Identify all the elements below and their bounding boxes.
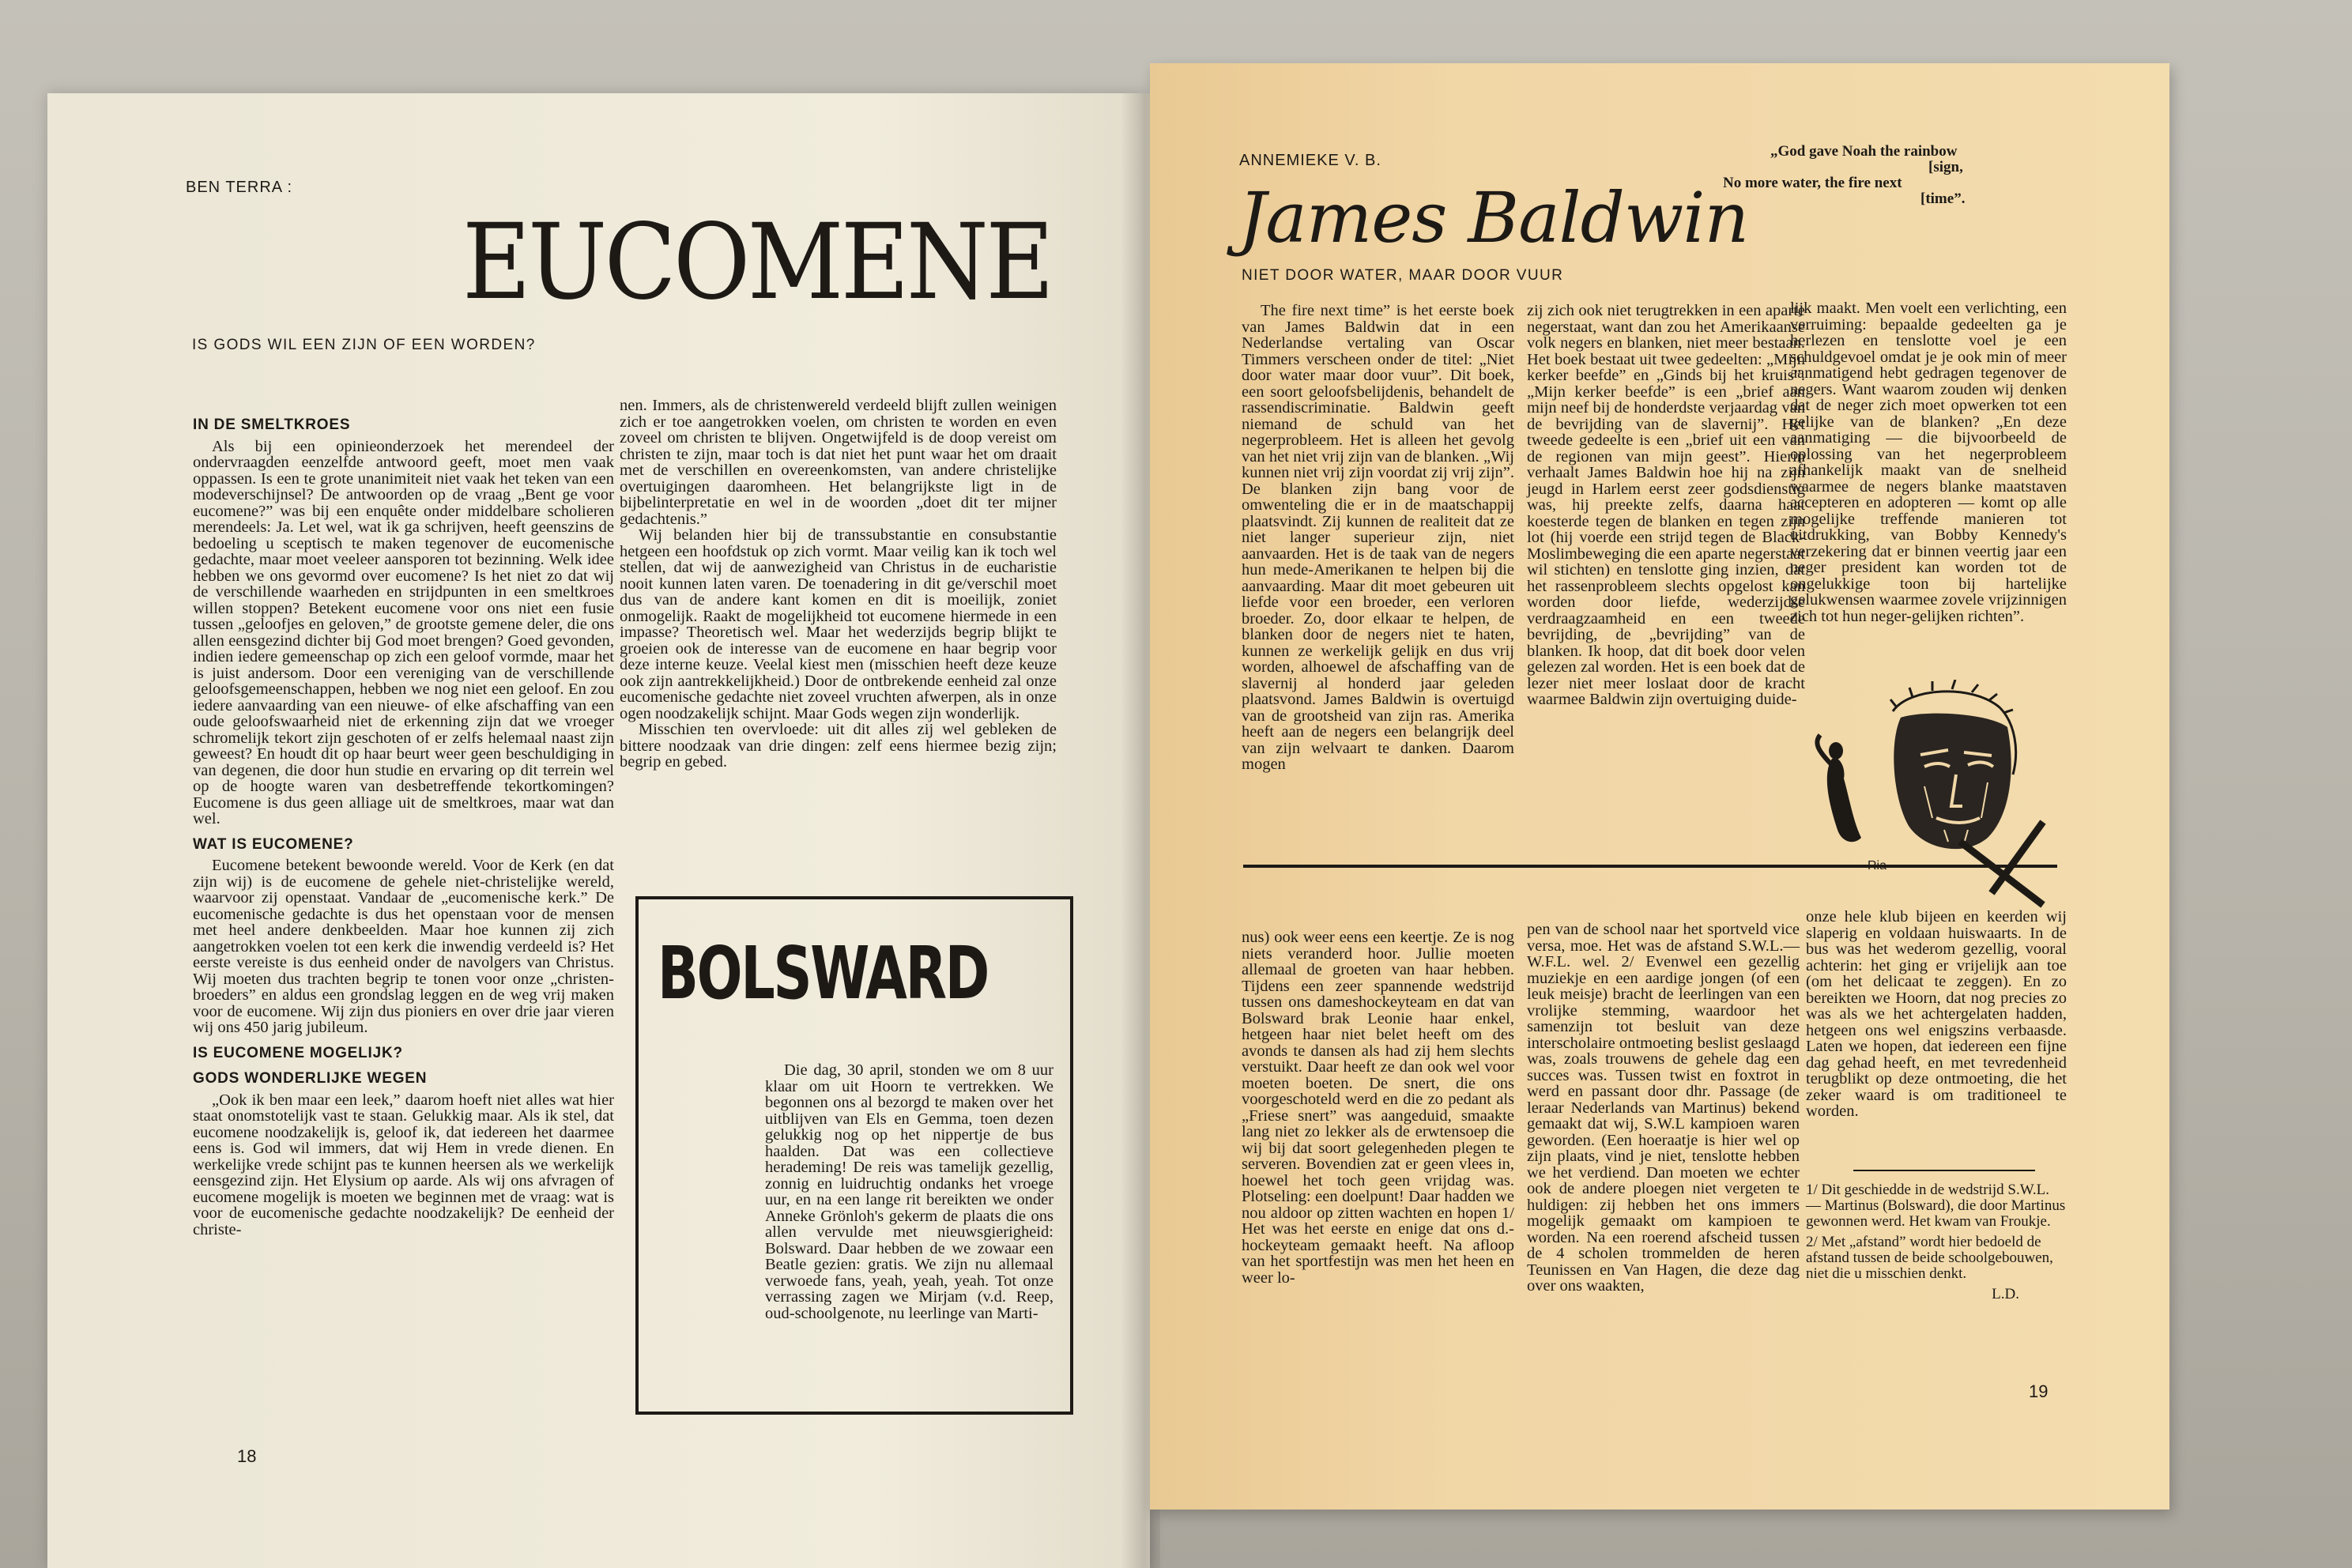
paragraph: lijk maakt. Men voelt een verlichting, een verruiming: bepaalde gedeelten ga je herlezen en tenslotte voel je een schuldgevoel omdat je je ook min of meer aanmatigend hebt gedragen tegenover de negers. Want waarom zouden wij denken dat de neger zich moet opwerken tot een gelijke van de blanken? „En deze aanmatiging — die bijvoorbeeld de oplossing van het negerprobleem afhankelijk maakt van de snelheid waarmee de negers blanke maatstaven accepteren en adopteren — komt op alle mogelijke treffende manieren tot uitdrukking, van Bobby Kennedy's verzekering dat er binnen veertig jaar een neger president kan worden tot de ongelukkige toon bij hartelijke gelukwensen waarmee zovele vrijzinnigen zich tot hun neger-gelijken richten”.: [1790, 300, 2067, 625]
epigraph-line: „God gave Noah the rainbow: [1770, 143, 1958, 160]
bolsward-continued-column-3: [1806, 909, 2067, 1178]
bolsward-continued-column-1: [1242, 929, 1514, 1443]
section-heading-wat-is: WAT IS EUCOMENE?: [193, 835, 354, 853]
paragraph: Wij belanden hier bij de transsubstantie en consubstantie hetgeen een hoofdstuk op zich vormt. Maar veilig kan ik toch wel stellen, dat wij de aanwezigheid van Christus in de eucharistie nooit kunnen laten varen. De toenadering in dit ge/verschil moet dus van de andere kant komen en dit is moeilijk, zoniet onmogelijk. Raakt de mogelijkheid tot eucomene hiermede in een impasse? Theoretisch wel. Maar het wederzijds begrip blijkt te groeien ook de interesse van de eucomene en haar begrip voor deze interne keuze. Veelal kiest men (misschien heeft deze keuze ook zijn aantrekkelijkheid.) Door de ontbrekende eenheid zal onze eucomenische gedachte niet zoveel vruchten afwerpen, als in onze ogen noodzakelijk schijnt. Maar Gods wegen zijn wonderlijk.: [620, 526, 1057, 722]
epigraph-line: [time”.: [1920, 190, 1966, 207]
paragraph: nen. Immers, als de christenwereld verdeeld blijft zullen weinigen zich er toe aangetrokken voelen, om christen te worden en even zoveel om christen te blijven. Ongetwijfeld is de doop vereist om christen te zijn, maar toch is dat niet het punt waar het om draait met de verschillen en overeenkomsten, van andere christelijke overtuigingen daaromheen. Het belangrijkste ligt in de bijbelinterpretatie en wel in de woorden „doet dit ter mijner gedachtenis.”: [620, 397, 1057, 528]
paragraph: pen van de school naar het sportveld vice versa, moe. Het was de afstand S.W.L.—W.F.L. wel. 2/ Evenwel een gezellig muziekje en een aardige jongen (of een leuk meisje) bracht de leerlingen van een vrolijke stemming, waardoor het samenzijn tot besluit van deze interscholaire ontmoeting beslist geslaagd was, zoals trouwens de gehele dag een succes was. Tussen twist en foxtrot in werd en passant door dhr. Passage (de leraar Nederlands van Martinus) bekend gemaakt dat wij, S.W.L kampioen waren geworden. (Een hoeraatje is hier wel op zijn plaats, vind je niet, tenslotte hebben we het verdiend. Dan moeten we echter ook de andere ploegen niet vergeten te huldigen: zij hebben het ons immers mogelijk gemaakt om kampioen te worden. Na een roerend afscheid tussen de 4 scholen trommelden de heren Teunissen en Van Hagen, die deze dag over ons waakten,: [1527, 921, 1800, 1295]
section-heading-mogelijk: IS EUCOMENE MOGELIJK?: [193, 1044, 403, 1061]
face-shape: [1894, 714, 2011, 850]
paragraph: Eucomene betekent bewoonde wereld. Voor de Kerk (en dat zijn wij) is de eucomene de gehele niet-christelijke wereld, waarvoor zij openstaat. Vandaar de „eucomenische kerk.” De eucomenische gedachte is dus het openstaan voor de mensen met heel andere denkbeelden. Maar hoe kunnen zij zich aangetrokken voelen tot een kerk die inwendig verdeeld is? Het eerste vereiste is dus eenheid onder de navolgers van Christus. Wij moeten dus trachten begrip te tonen voor onze „christen-broeders” en aldus een grondslag leggen en de weg vrij maken voor de eucomene. Wij zijn dus pioniers en over drie jaar vieren wij ons 450 jarig jubileum.: [193, 857, 614, 1036]
bolsward-title: BOLSWARD: [658, 931, 989, 1016]
bolsward-continued-column-2: [1527, 922, 1800, 1443]
kneeling-figure-icon: [1817, 735, 1861, 842]
page-number-19: 19: [2029, 1381, 2049, 1401]
paragraph: onze hele klub bijeen en keerden wij slaperig en voldaan huiswaarts. In de bus was het wederom gezellig, vooral achterin: het ging er vrijelijk aan toe (om het delicaat te zeggen). En zo bereikten we Hoorn, dat nog precies zo was als we het achtergelaten hadden, hetgeen ons wel enigszins verbaasde. Laten we hopen, dat iedereen een fijne dag gehad heeft, en met tevredenheid terugblikt op deze ontmoeting, die het zeker waard is om traditioneel te worden.: [1806, 908, 2067, 1120]
baldwin-title: James Baldwin: [1238, 177, 1749, 258]
right-page: [1150, 63, 2169, 1510]
christ-woodcut-illustration: [1806, 680, 2067, 909]
baldwin-column-3: [1790, 300, 2067, 680]
paragraph: nus) ook weer eens een keertje. Ze is nog niets veranderd hoor. Jullie moeten allemaal de groeten van haar hebben. Tijdens een zeer spannende wedstrijd tussen ons dameshockeyteam en dat van Bolsward brak Leonie haar enkel, hetgeen haar niet belet heeft om des avonds te dansen als had zij hem slechts verstuikt. Daar heeft ze dan ook wel voor moeten boeten. De snert, die ons voorgeschoteld werd en die zo pedant als „Friese snert” was aangeduid, smaakte lang niet zo lekker als de erwtensoep die wij bij dat soort gelegenheden plegen te serveren. Bovendien zat er geen vlees in, hoewel het toch geen vrijdag was. Plotseling: een doelpunt! Daar hadden we nou aldoor op zitten wachten en hopen 1/ Het was het eerste en enige dat ons d.-hockeyteam gemaakt heeft. Na afloop van het sportfestijn was men het heen en weer lo-: [1242, 929, 1514, 1287]
section-heading-smeltkroes: IN DE SMELTKROES: [193, 416, 351, 433]
paragraph: „Ook ik ben maar een leek,” daarom hoeft niet alles wat hier staat onomstotelijk vast te staan. Gelukkig maar. Als ik stel, dat eucomene noodzakelijk is, geloof ik, dat iedereen het daarmee eens is. God wil immers, dat wij Hem in vrede dienen. En werkelijke vrede schijnt pas te kunnen heersen als we werkelijk eensgezind zijn. Het Elysium op aarde. Als wij ons afvragen of eucomene mogelijk is moeten we beginnen met de vraag: wat is voor de eucomenische gedachte noodzakelijk? De eenheid der christe-: [193, 1091, 614, 1238]
bolsward-column: [765, 1062, 1054, 1321]
footnote-1: 1/ Dit geschiedde in de wedstrijd S.W.L. — Martinus (Bolsward), die door Martinus gewonnen werd. Het kwam van Froukje.: [1806, 1182, 2066, 1230]
epigraph-line: [sign,: [1928, 159, 1963, 175]
eucomene-title: EUCOMENE: [462, 202, 1052, 323]
section-heading-wegen: GODS WONDERLIJKE WEGEN: [193, 1070, 428, 1087]
section-divider: [1243, 865, 2057, 868]
baldwin-subtitle: NIET DOOR WATER, MAAR DOOR VUUR: [1242, 267, 1564, 284]
epigraph-line: No more water, the fire next: [1723, 175, 1902, 191]
left-column-1: [193, 408, 614, 1475]
author-initials: L.D.: [1992, 1286, 2019, 1302]
paragraph: Die dag, 30 april, stonden we om 8 uur klaar om uit Hoorn te vertrekken. We begonnen ons al bezorgd te maken over het uitblijven van Els en Gemma, toen dezen gelukkig nog op het nippertje de bus haalden. Dat was een collectieve herademing! De reis was tamelijk gezellig, zonnig en luidruchtig ondanks het vroege uur, en na een lange rit bereikten we onder Anneke Grönloh's gekerm de plaats die ons allen vervulde met nieuwsgierigheid: Bolsward. Daar hebben de we zowaar een Beatle gezien: gratis. We zijn nu allemaal verwoede fans, yeah, yeah, yeah. Tot onze verrassing zagen we Mirjam (v.d. Reep, oud-schoolgenote, nu leerlinge van Marti-: [765, 1061, 1054, 1322]
footnotes: [1806, 1182, 2067, 1302]
paragraph: zij zich ook niet terugtrekken in een aparte negerstaat, want dan zou het Amerikaanse volk negers en blanken, niet meer bestaan. Het boek bestaat uit twee gedeelten: „Mijn kerker beefde” en „Ginds bij het kruis”. „Mijn kerker beefde” is een „brief aan mijn neef bij de honderdste verjaardag van de bevrijding van de slavernij”. Het tweede gedeelte is een „brief uit een van de regionen van mijn geest”. Hierin verhaalt James Baldwin hoe hij na zijn jeugd in Harlem eerst zeer godsdienstig was, hij preekte zelfs, daarna haat koesterde tegen de blanken en tegen zijn lot (hij voerde een strijd tegen de Black-Moslimbeweging die een aparte negerstaat wil stichten) en tenslotte ging inzien, dat het rassenprobleem slechts opgelost kan worden door liefde, wederzijdse verdraagzaamheid en een tweede bevrijding, de „bevrijding” van de blanken. Ik hoop, dat dit boek door velen gelezen zal worden. Het is een boek dat de lezer niet meer loslaat door de kracht waarmee Baldwin zijn overtuiging duide-: [1527, 302, 1805, 708]
right-byline: ANNEMIEKE V. B.: [1239, 152, 1381, 169]
baldwin-column-2: [1527, 303, 1805, 919]
baldwin-column-1: [1242, 303, 1514, 919]
epigraph: [1723, 144, 1992, 207]
eucomene-kicker: IS GODS WIL EEN ZIJN OF EEN WORDEN?: [192, 337, 536, 353]
footnote-rule: [1853, 1170, 2035, 1171]
footnote-2: 2/ Met „afstand” wordt hier bedoeld de afstand tussen de beide schoolgebouwen, niet die u misschien denkt.: [1806, 1234, 2053, 1282]
left-page: [47, 93, 1150, 1568]
paragraph: Misschien ten overvloede: uit dit alles zij wel gebleken de bittere noodzaak van drie dingen: zelf eens hiermee bezig zijn; begrip en gebed.: [620, 721, 1057, 771]
left-byline: BEN TERRA :: [186, 179, 293, 196]
paragraph: The fire next time” is het eerste boek van James Baldwin dat in een Nederlandse vertaling van Oscar Timmers verscheen onder de titel: „Niet door water maar door vuur”. Dit boek, een soort geloofsbelijdenis, behandelt de rassendiscriminatie. Baldwin geeft niemand de schuld van het negerprobleem. Het is alleen het gevolg van het niet vrij zijn van de blanken. „Wij kunnen niet vrij zijn voordat zij vrij zijn”. De blanken zijn bang voor de omwenteling die er in de maatschappij plaatsvindt. Zij kunnen de realiteit dat ze niet langer superieur zijn, niet aanvaarden. Het is de taak van de negers hun mede-Amerikanen te helpen bij die aanvaarding. Maar dit moet gebeuren uit liefde voor een broeder, een verloren broeder. Zo, door elkaar te helpen, de blanken door de negers niet te haten, kunnen ze werkelijk gelijk en dus vrij worden, alhoewel de afschaffing van de slavernij al honderd jaar geleden plaatsvond. James Baldwin is overtuigd van de grootsheid van zijn ras. Amerika heeft aan de negers een belangrijk deel van zijn welvaart te danken. Daarom mogen: [1242, 302, 1514, 773]
page-number-18: 18: [237, 1446, 257, 1466]
bolsward-box: [635, 896, 1073, 1415]
left-column-2: [620, 398, 1057, 967]
paragraph: Als bij een opinieonderzoek het merendeel der ondervraagden eenzelfde antwoord geeft, moet men vaak oppassen. Is een te grote unanimiteit niet vaak het teken van een modeverschijnsel? De antwoorden op de vraag „Bent ge voor eucomene?” was bij een enquête onder middelbare scholieren merendeels: Ja. Let wel, wat ik ga schrijven, heeft geenszins de bedoeling u sceptisch te maken tegenover de eucomenische gedachte, maar moet veeleer aansporen tot bezinning. Welk idee hebben we ons gevormd over eucomene? Is het niet zo dat wij de verschillende waarheden en strijdpunten in een smeltkroes willen stoppen? Betekent eucomene voor ons niet een fusie tussen „geloofjes en geloven,” de grootste gemene deler, die ons allen eensgezind dichter bij God moet brengen? Goed gevonden, indien iedere gemeenschap op zich een geloof vormde, maar het is juist andersom. Door een vereniging van de verschillende geloofsgemeenschappen, hebben we nog niet een geloof. En zou iedere aanvaarding van een nieuwe- of elke afschaffing van een oude geloofswaarheid niet de erkenning zijn dat we vroeger schromelijk tekort zijn geschoten of er zelfs helemaal naast zijn geweest? En houdt dit op haar beurt weer geen beschuldiging in van degenen, die door hun studie en ervaring op dit terrein wel op de hoogte waren van desbetreffende tekortkomingen? Eucomene is dus geen alliage uit de smeltkroes, maar wat dan wel.: [193, 437, 614, 827]
